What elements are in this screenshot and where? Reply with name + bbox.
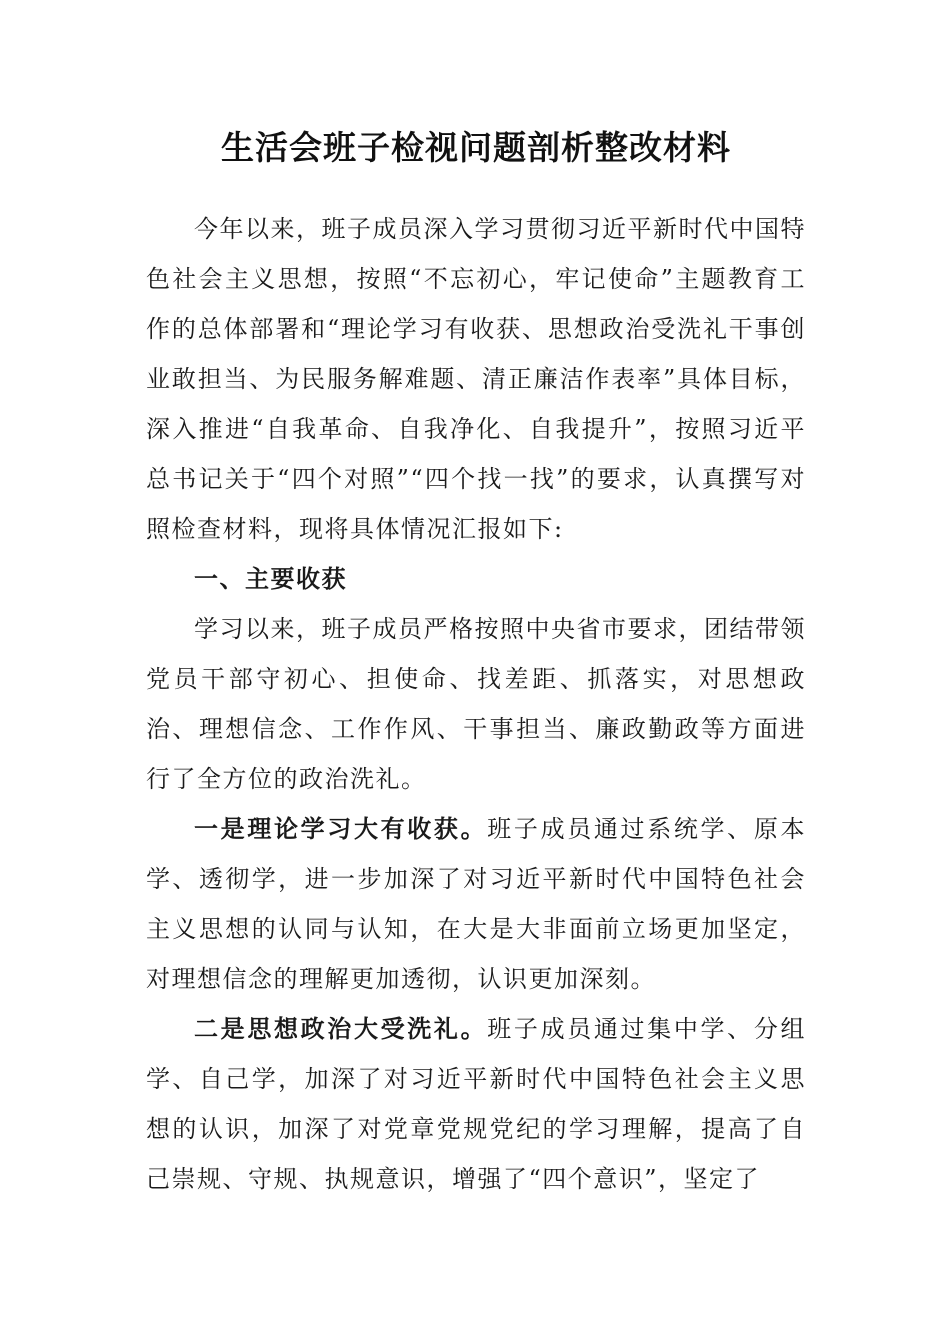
- section-heading-main-gains: 一、主要收获: [194, 564, 347, 593]
- intro-paragraph: 今年以来，班子成员深入学习贯彻习近平新时代中国特色社会主义思想，按照“不忘初心，牢记使命”主题教育工作的总体部署和“理论学习有收获、思想政治受洗礼干事创业敢担当、为民服务解难题、清正廉洁作表率”具体目标，深入推进“自我革命、自我净化、自我提升”，按照习近平总书记关于“四个对照”“四个找一找”的要求，认真撰写对照检查材料，现将具体情况汇报如下:: [146, 215, 806, 543]
- section-summary-paragraph: 学习以来，班子成员严格按照中央省市要求，团结带领党员干部守初心、担使命、找差距、抓落实，对思想政治、理想信念、工作作风、干事担当、廉政勤政等方面进行了全方位的政治洗礼。: [146, 615, 806, 793]
- item-lead-political-baptism: 二是思想政治大受洗礼。: [194, 1014, 488, 1043]
- document-page: [146, 118, 806, 1204]
- item-lead-theory-study: 一是理论学习大有收获。: [194, 814, 488, 843]
- item-text-political-baptism: 班子成员通过集中学、分组学、自己学，加深了对习近平新时代中国特色社会主义思想的认识，加深了对党章党规党纪的学习理解，提高了自己崇规、守规、执规意识，增强了“四个意识”，坚定了: [146, 1015, 806, 1193]
- item-paragraph-political-baptism: [146, 1004, 806, 1204]
- item-text-theory-study: 班子成员通过系统学、原本学、透彻学，进一步加深了对习近平新时代中国特色社会主义思想的认同与认知，在大是大非面前立场更加坚定，对理想信念的理解更加透彻，认识更加深刻。: [146, 815, 806, 993]
- document-title: 生活会班子检视问题剖析整改材料: [221, 128, 731, 167]
- item-paragraph-theory-study: [146, 804, 806, 1004]
